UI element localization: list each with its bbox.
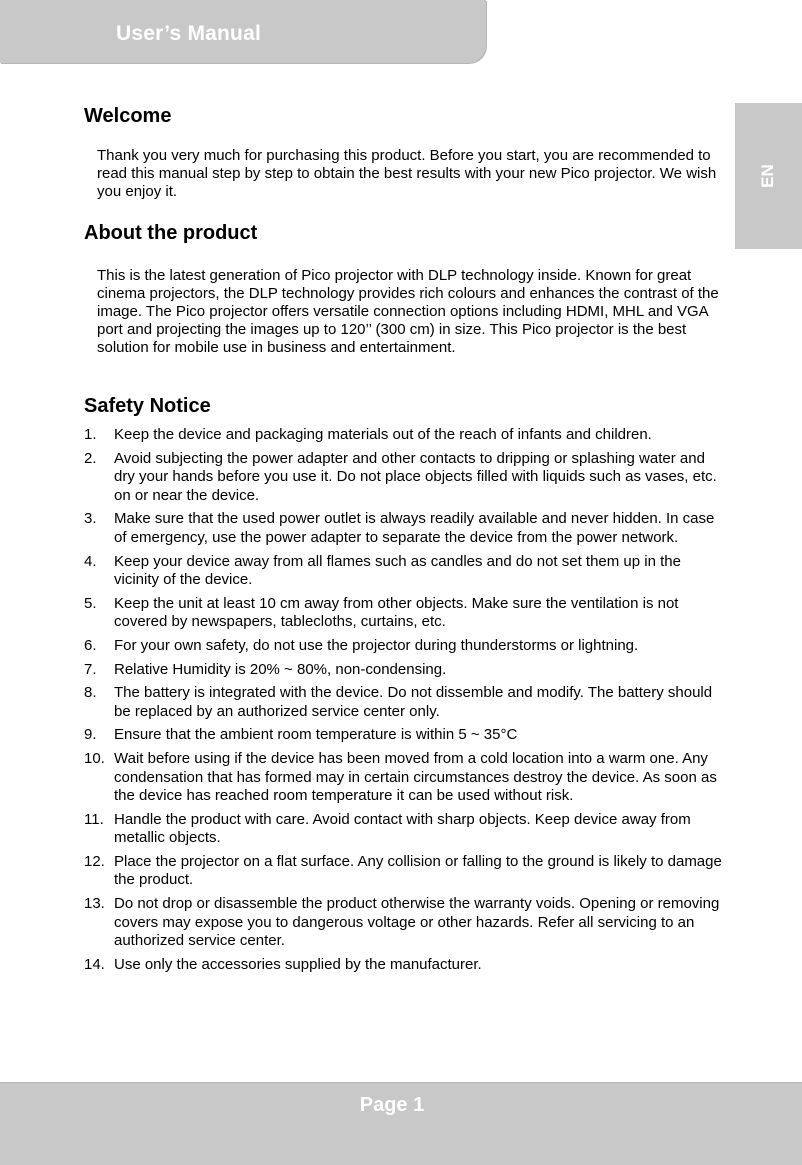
safety-item-number: 3. bbox=[84, 510, 97, 528]
safety-item-number: 11. bbox=[84, 810, 104, 828]
safety-item-text: Keep the device and packaging materials out of the reach of infants and children. bbox=[114, 426, 652, 443]
safety-item bbox=[84, 750, 724, 806]
safety-item-text: Keep your device away from all flames such as candles and do not set them up in the vicinity of the device. bbox=[114, 552, 681, 589]
safety-item bbox=[84, 595, 724, 632]
safety-item-number: 1. bbox=[84, 426, 97, 443]
safety-list bbox=[84, 426, 724, 974]
about-text: This is the latest generation of Pico projector with DLP technology inside. Known for great cinema projectors, the DLP technology provides rich colours and enhances the contrast of the image. The Pico projector offers versatile connection options including HDMI, MHL and VGA port and projecting the images up to 120’’ (300 cm) in size. This Pico projector is the best solution for mobile use in business and entertainment. bbox=[97, 267, 719, 356]
safety-item-number: 8. bbox=[84, 684, 97, 702]
safety-item-number: 12. bbox=[84, 852, 105, 870]
safety-item-number: 9. bbox=[84, 726, 97, 744]
safety-item bbox=[84, 853, 724, 890]
safety-item-number: 6. bbox=[84, 636, 97, 654]
safety-item bbox=[84, 661, 724, 680]
safety-item-text: Keep the unit at least 10 cm away from other objects. Make sure the ventilation is not covered by newspapers, tablecloths, curtains, etc. bbox=[114, 594, 679, 631]
safety-item-text: Make sure that the used power outlet is always readily available and never hidden. In case of emergency, use the power adapter to separate the device from the power network. bbox=[114, 510, 715, 546]
safety-item bbox=[84, 510, 724, 547]
safety-item-text: The battery is integrated with the device. Do not dissemble and modify. The battery should be replaced by an authorized service center only. bbox=[114, 684, 713, 720]
safety-item-text: Use only the accessories supplied by the manufacturer. bbox=[114, 955, 482, 973]
safety-item bbox=[84, 895, 724, 951]
safety-item-number: 4. bbox=[84, 552, 97, 570]
manual-title: User’s Manual bbox=[116, 22, 261, 45]
safety-item-text: Handle the product with care. Avoid contact with sharp objects. Keep device away from metallic objects. bbox=[114, 810, 691, 847]
page-number: Page 1 bbox=[359, 1094, 425, 1116]
welcome-heading: Welcome bbox=[84, 105, 172, 127]
safety-item bbox=[84, 637, 724, 656]
safety-item bbox=[84, 726, 724, 745]
safety-item-number: 10. bbox=[84, 749, 105, 767]
safety-item-text: Relative Humidity is 20% ~ 80%, non-condensing. bbox=[114, 660, 447, 678]
safety-item-number: 5. bbox=[84, 594, 97, 612]
safety-item-text: Do not drop or disassemble the product otherwise the warranty voids. Opening or removing covers may expose you to dangerous voltage or other hazards. Refer all servicing to an authorized service center. bbox=[114, 895, 720, 950]
footer-bar bbox=[0, 1082, 802, 1165]
safety-item bbox=[84, 684, 724, 721]
safety-item-number: 14. bbox=[84, 955, 105, 973]
safety-item-text: Place the projector on a flat surface. Any collision or falling to the ground is likely to damage the product. bbox=[114, 852, 722, 889]
safety-item bbox=[84, 426, 724, 445]
safety-item bbox=[84, 553, 724, 590]
safety-item-text: Ensure that the ambient room temperature is within 5 ~ 35°C bbox=[114, 726, 518, 744]
page-content bbox=[84, 104, 724, 979]
safety-item-number: 2. bbox=[84, 449, 97, 467]
header-tab bbox=[0, 0, 486, 63]
safety-item bbox=[84, 450, 724, 506]
safety-item-number: 13. bbox=[84, 895, 105, 913]
language-label: EN bbox=[758, 164, 777, 188]
safety-item bbox=[84, 956, 724, 975]
safety-heading: Safety Notice bbox=[84, 395, 211, 417]
safety-item-text: For your own safety, do not use the projector during thunderstorms or lightning. bbox=[114, 636, 639, 654]
safety-item bbox=[84, 811, 724, 848]
safety-item-number: 7. bbox=[84, 660, 97, 678]
safety-item-text: Wait before using if the device has been moved from a cold location into a warm one. Any condensation that has formed may in certain circumstances destroy the device. As soon as the device has reached room temperature it can be used without risk. bbox=[114, 749, 717, 805]
safety-item-text: Avoid subjecting the power adapter and other contacts to dripping or splashing water and dry your hands before you use it. Do not place objects filled with liquids such as vases, etc. on or near the device. bbox=[114, 449, 717, 504]
about-heading: About the product bbox=[84, 222, 258, 244]
welcome-text: Thank you very much for purchasing this product. Before you start, you are recommended to read this manual step by step to obtain the best results with your new Pico projector. We wish you enjoy it. bbox=[97, 147, 717, 200]
